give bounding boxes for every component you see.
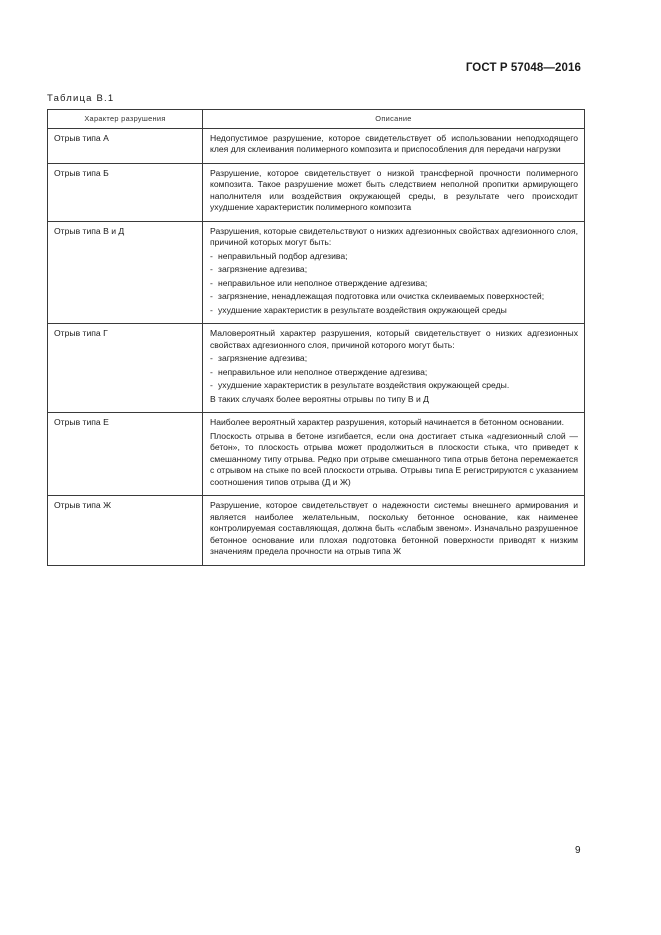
description-cell [203, 324, 585, 413]
cause-list [210, 251, 578, 317]
cause-list-item: - ухудшение характеристик в результате воздействия окружающей среды [210, 305, 578, 317]
table-header-row [48, 110, 585, 129]
failure-type-cell: Отрыв типа А [48, 128, 203, 163]
failure-type-cell: Отрыв типа Ж [48, 496, 203, 566]
description-paragraph: Маловероятный характер разрушения, который свидетельствует о низких адгезионных свойствах адгезионного слоя, причиной которого могут быть: [210, 328, 578, 350]
description-paragraph: Разрушения, которые свидетельствуют о низких адгезионных свойствах адгезионного слоя, причиной которых могут быть: [210, 225, 578, 247]
failure-types-table [47, 109, 585, 566]
table-row [48, 128, 585, 163]
failure-type-cell: Отрыв типа В и Д [48, 221, 203, 324]
cause-list-item: - ухудшение характеристик в результате воздействия окружающей среды. [210, 380, 578, 392]
page-number: 9 [575, 845, 581, 856]
standard-id: ГОСТ Р 57048—2016 [465, 62, 581, 74]
table-body [48, 128, 585, 565]
table-row [48, 163, 585, 221]
description-paragraph: В таких случаях более вероятны отрывы по типу В и Д [210, 393, 430, 404]
cause-list-item: - неправильное или неполное отверждение адгезива; [210, 367, 578, 379]
table-row [48, 324, 585, 413]
table-row [48, 221, 585, 324]
table-caption: Таблица В.1 [47, 93, 115, 104]
description-cell [203, 496, 585, 566]
failure-type-cell: Отрыв типа Б [48, 163, 203, 221]
column-header-kind: Характер разрушения [48, 110, 203, 129]
description-paragraph: Плоскость отрыва в бетоне изгибается, если она достигает стыка «адгезионный слой — бетон», то плоскость отрыва может продолжиться в плоскости стыка, что приведет к смешанному типу отрыва. Редко при отрыве смешанного типа отрыв бетона перемежается с отрывом на стыке по всей плоскости отрыва. Отрывы типа Е регистрируются с указанием соотношения типов отрыва (Д и Ж) [210, 430, 578, 487]
description-cell [203, 163, 585, 221]
cause-list-item: - загрязнение, ненадлежащая подготовка или очистка склеиваемых поверхностей; [210, 291, 578, 303]
failure-type-cell: Отрыв типа Е [48, 413, 203, 496]
column-header-description: Описание [203, 110, 585, 129]
cause-list-item: - загрязнение адгезива; [210, 264, 578, 276]
description-paragraph: Разрушение, которое свидетельствует о надежности системы внешнего армирования и является наиболее желательным, поскольку бетонное основание, как наименее контролируемая составляющая, должна быть «слабым звеном». Изначально разрушенное бетонное основание или плохая подготовка бетонной поверхности приводят к низким значениям предела прочности на отрыв типа Ж [210, 500, 578, 556]
cause-list [210, 353, 578, 392]
cause-list-item: - неправильное или неполное отверждение адгезива; [210, 278, 578, 290]
description-cell [203, 221, 585, 324]
description-paragraph: Недопустимое разрушение, которое свидетельствует об использовании неподходящего клея для склеивания полимерного композита и приспособления для передачи нагрузки [210, 132, 578, 154]
description-cell [203, 128, 585, 163]
table-row [48, 496, 585, 566]
cause-list-item: - загрязнение адгезива; [210, 353, 578, 365]
cause-list-item: - неправильный подбор адгезива; [210, 251, 578, 263]
description-paragraph: Разрушение, которое свидетельствует о низкой трансферной прочности полимерного композита. Такое разрушение может быть следствием неполной пропитки армирующего наполнителя или воздействия окружающей среды, в результате чего происходит ухудшение характеристик полимерного композита [210, 167, 578, 212]
description-paragraph: Наиболее вероятный характер разрушения, который начинается в бетонном основании. [210, 417, 565, 427]
table-row [48, 413, 585, 496]
description-cell [203, 413, 585, 496]
failure-type-cell: Отрыв типа Г [48, 324, 203, 413]
